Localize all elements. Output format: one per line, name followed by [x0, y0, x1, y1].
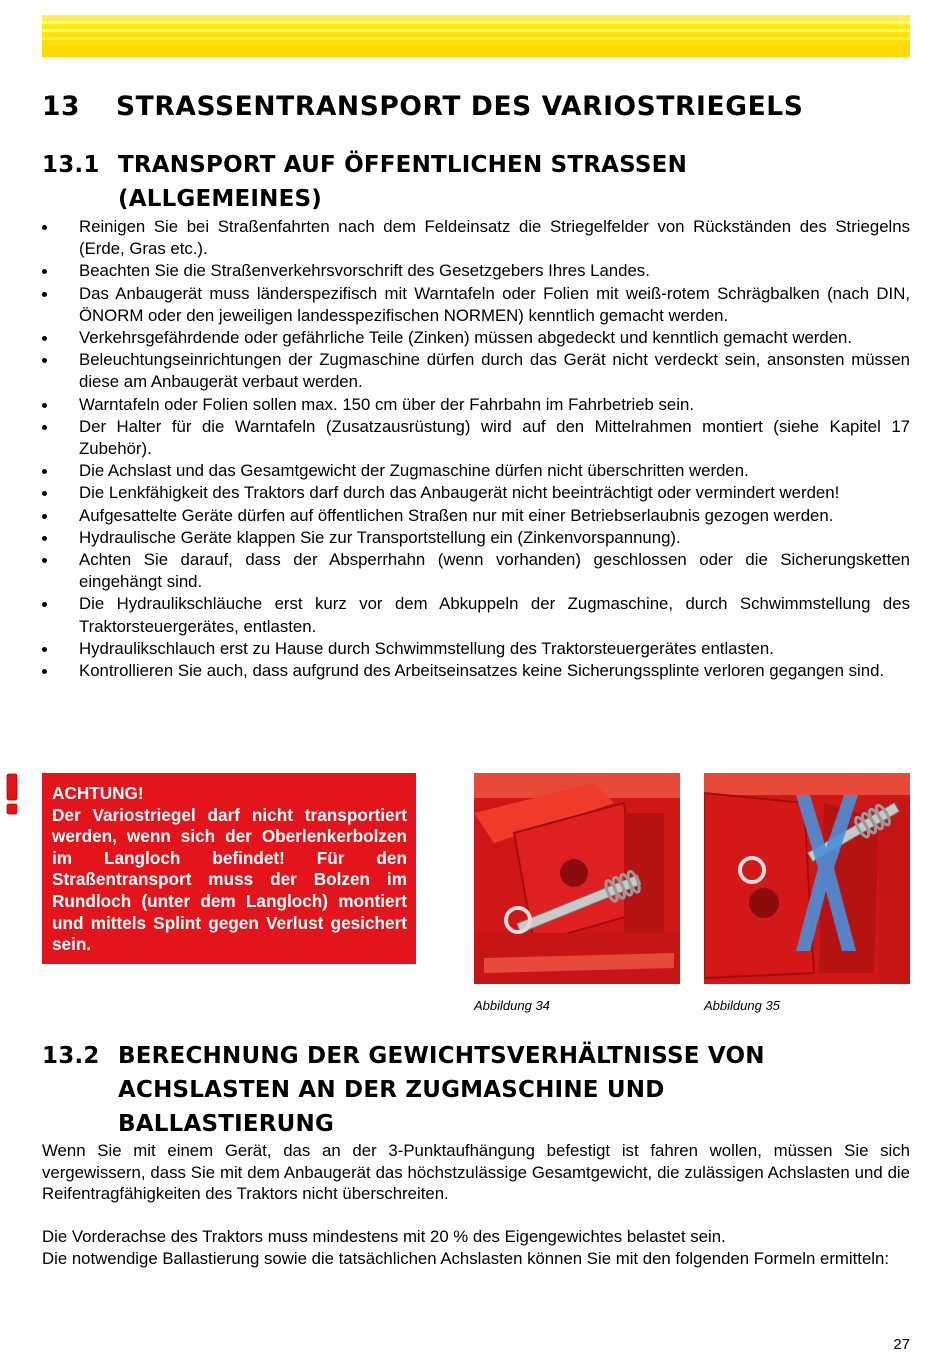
bullet-text: Verkehrsgefährdende oder gefährliche Teile (Zinken) müssen abgedeckt und kenntlich gemacht werden. — [79, 328, 853, 348]
bullet-text: Warntafeln oder Folien sollen max. 150 cm über der Fahrbahn im Fahrbetrieb sein. — [79, 394, 694, 414]
bullet-item — [42, 660, 910, 682]
bullet-dot-icon — [42, 647, 47, 652]
bullet-text: Kontrollieren Sie auch, dass aufgrund des Arbeitseinsatzes keine Sicherungssplinte verloren gegangen sind. — [79, 661, 885, 681]
bullet-dot-icon — [42, 669, 47, 674]
bullet-dot-icon — [42, 491, 47, 496]
bullet-item — [42, 527, 910, 549]
paragraph: Die notwendige Ballastierung sowie die tatsächlichen Achslasten können Sie mit den folgenden Formeln ermitteln: — [42, 1249, 890, 1268]
figure-35-caption: Abbildung 35 — [704, 998, 780, 1013]
bullet-text: Beleuchtungseinrichtungen der Zugmaschine dürfen durch das Gerät nicht verdeckt sein, ansonsten müssen diese am Anbaugerät verbaut werden. — [79, 350, 910, 392]
bullet-text: Die Lenkfähigkeit des Traktors darf durch das Anbaugerät nicht beeinträchtigt oder vermindert werden! — [79, 483, 840, 503]
section-heading — [42, 91, 803, 122]
paragraph: Die Vorderachse des Traktors muss mindestens mit 20 % des Eigengewichtes belastet sein. — [42, 1227, 726, 1246]
subsection-heading-13-2 — [42, 1039, 822, 1141]
bullet-dot-icon — [42, 425, 47, 430]
bullet-item — [42, 394, 910, 416]
header-bar — [42, 15, 910, 57]
bullet-text: Aufgesattelte Geräte dürfen auf öffentlichen Straßen nur mit einer Betriebserlaubnis gezogen werden. — [79, 505, 834, 525]
bullet-item — [42, 260, 910, 282]
figure-34-caption: Abbildung 34 — [474, 998, 550, 1013]
bullet-item — [42, 327, 910, 349]
bullet-dot-icon — [42, 225, 47, 230]
bullet-dot-icon — [42, 358, 47, 363]
bullet-dot-icon — [42, 602, 47, 607]
bullet-item — [42, 549, 910, 593]
bullet-dot-icon — [42, 536, 47, 541]
bullet-item — [42, 505, 910, 527]
bullet-item — [42, 482, 910, 504]
subsection-number: 13.1 — [42, 152, 100, 178]
paragraph: Wenn Sie mit einem Gerät, das an der 3-Punktaufhängung befestigt ist fahren wollen, müssen Sie sich vergewissern, dass Sie mit dem Anbaugerät das höchstzulässige Gesamtgewicht, die zulässigen Achslasten und die Reifentragfähigkeiten des Traktors nicht überschreiten. — [42, 1141, 910, 1204]
bullet-list — [42, 216, 910, 682]
bullet-item — [42, 638, 910, 660]
bullet-dot-icon — [42, 514, 47, 519]
header-stripe — [42, 29, 910, 32]
bullet-dot-icon — [42, 403, 47, 408]
bullet-text: Reinigen Sie bei Straßenfahrten nach dem Feldeinsatz die Striegelfelder von Rückständen des Striegelns (Erde, Gras etc.). — [79, 217, 910, 259]
bullet-dot-icon — [42, 469, 47, 474]
figure-34-photo — [474, 773, 680, 984]
section-number: 13 — [42, 91, 81, 122]
bullet-item — [42, 460, 910, 482]
section-title: STRASSENTRANSPORT DES VARIOSTRIEGELS — [116, 91, 804, 122]
bullet-text: Beachten Sie die Straßenverkehrsvorschrift des Gesetzgebers Ihres Landes. — [79, 261, 650, 281]
page-number: 27 — [893, 1336, 910, 1353]
bullet-text: Hydraulische Geräte klappen Sie zur Transportstellung ein (Zinkenvorspannung). — [79, 527, 681, 547]
bullet-dot-icon — [42, 292, 47, 297]
bullet-dot-icon — [42, 269, 47, 274]
bullet-dot-icon — [42, 336, 47, 341]
bullet-text: Der Halter für die Warntafeln (Zusatzausrüstung) wird auf den Mittelrahmen montiert (siehe Kapitel 17 Zubehör). — [79, 416, 910, 459]
bullet-text: Die Achslast und das Gesamtgewicht der Zugmaschine dürfen nicht überschritten werden. — [79, 461, 749, 481]
bullet-item — [42, 283, 910, 327]
warning-box — [42, 773, 416, 964]
warning-text: Der Variostriegel darf nicht transportiert werden, wenn sich der Oberlenkerbolzen im Langloch befindet! Für den Straßentransport muss der Bolzen im Rundloch (unter dem Langloch) montiert und mittels Splint gegen Verlust gesichert sein. — [52, 804, 407, 955]
bullet-text: Das Anbaugerät muss länderspezifisch mit Warntafeln oder Folien mit weiß-rotem Schrägbalken (nach DIN, ÖNORM oder den jeweiligen landesspezifischen NORMEN) kenntlich gemacht werden. — [79, 283, 910, 325]
subsection-heading-13-1 — [42, 148, 742, 216]
figure-35-illustration — [704, 773, 910, 984]
bullet-dot-icon — [42, 558, 47, 563]
bullet-item — [42, 349, 910, 393]
figure-35-photo — [704, 773, 910, 984]
bullet-item — [42, 216, 910, 260]
bullet-item — [42, 593, 910, 637]
bullet-item — [42, 416, 910, 460]
header-stripe — [42, 37, 910, 40]
subsection-title: TRANSPORT AUF ÖFFENTLICHEN STRASSEN (ALLGEMEINES) — [118, 152, 688, 212]
bullet-text: Die Hydraulikschläuche erst kurz vor dem Abkuppeln der Zugmaschine, durch Schwimmstellung des Traktorsteuergerätes, entlasten. — [79, 594, 910, 636]
warning-icon — [2, 772, 22, 816]
subsection-title: BERECHNUNG DER GEWICHTSVERHÄLTNISSE VON ACHSLASTEN AN DER ZUGMASCHINE UND BALLASTIERUNG — [118, 1043, 765, 1137]
bullet-text: Hydraulikschlauch erst zu Hause durch Schwimmstellung des Traktorsteuergerätes entlasten. — [79, 638, 774, 658]
subsection-number: 13.2 — [42, 1043, 100, 1069]
bullet-text: Achten Sie darauf, dass der Absperrhahn (wenn vorhanden) geschlossen oder die Sicherungsketten eingehängt sind. — [79, 550, 910, 592]
header-stripe — [42, 21, 910, 24]
warning-title: ACHTUNG! — [52, 783, 144, 803]
figure-34-illustration — [474, 773, 680, 984]
